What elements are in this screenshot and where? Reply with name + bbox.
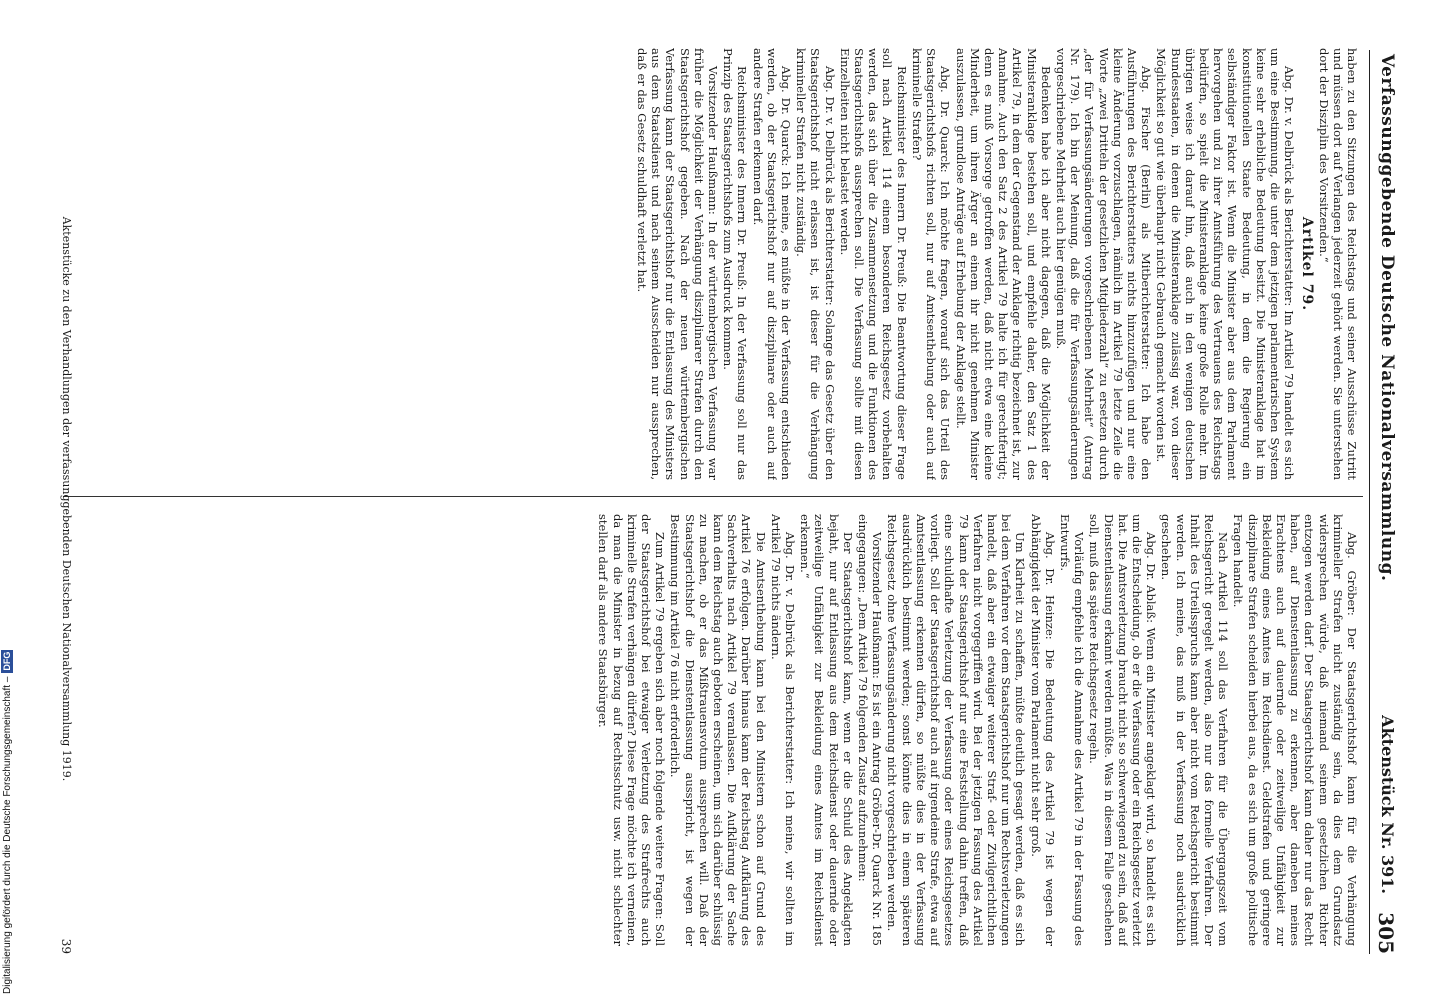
page-number: 305 [1374,912,1398,954]
paragraph: Bedenken habe ich aber nicht dagegen, daß die Möglichkeit der Ministeranklage bestehen soll, und empfehle daher, den Satz 1 des Artikel 79, in dem der Gegenstand der Anklage richtig bezeichnet ist, zur Annahme. Auch den Satz 2 des Artikel 79 halte ich für gerechtfertigt; denn es muß Vorsorge getroffen werden, daß nicht etwa eine kleine Minderheit, um ihren Ärger an einem ihr nicht genehmen Minister auszulassen, grundlose Anträge auf Erhebung der Anklage stellt. [953,48,1053,480]
paragraph: Abg. Dr. Ablaß: Wenn ein Minister angeklagt wird, so handelt es sich um die Entscheidung, ob er die Verfassung oder ein Reichsgesetz verletzt hat. Die Amtsverletzung braucht nicht so schwerwiegend zu sein, daß auf Dienstentlassung erkannt werden müßte. Was in diesem Falle geschehen soll, muß das spätere Reichsgesetz regeln. [1087,514,1159,946]
credit-text: Digitalisierung gefördert durch die Deutsche Forschungsgemeinschaft – [2,676,13,994]
page-footer [51,44,73,954]
page-viewport [44,44,1399,954]
page-header [1359,44,1399,954]
paragraph: Reichsminister des Innern Dr. Preuß: Die Beantwortung dieser Frage soll nach Artikel 114 einem besonderen Reichsgesetz vorbehalten werden, das sich über die Zusammensetzung und die Funktionen des Staatsgerichtshofs aussprechen soll. Die Verfassung sollte mit diesen Einzelheiten nicht belastet werden. [837,48,909,480]
running-title: Verfassunggebende Deutsche Nationalversammlung. [1377,54,1397,582]
paragraph: Reichsminister des Innern Dr. Preuß: In der Verfassung soll nur das Prinzip des Staatsgerichtshofs zum Ausdruck kommen. [721,48,750,480]
dfg-logo: DFG [2,651,12,671]
paragraph: Zum Artikel 79 ergeben sich aber noch folgende weitere Fragen: Soll der Staatsgerichtshof bei etwaiger Verletzung des Strafrechts auch kriminelle Strafen verhängen dürfen? Diese Frage möchte ich verneinen, da man die Minister in bezug auf Rechtsschutz usw. nicht schlechter stellen darf als andere Staatsbürger. [596,514,668,946]
article-heading: Artikel 79. [1299,216,1316,312]
paragraph: Abg. Dr. Quarck: Ich meine, es müßte in der Verfassung entschieden werden, ob der Staatsgerichtshof nur auf disziplinare oder auch auf andere Strafen erkennen darf. [750,48,794,480]
paragraph: haben zu den Sitzungen des Reichstags und seiner Ausschüsse Zutritt und müssen dort auf Verlangen jederzeit gehört werden. Sie unterstehen dort der Disziplin des Vorsitzenden.“ [1316,48,1359,480]
header-rule [1369,50,1370,954]
paragraph: Nach Artikel 114 soll das Verfahren für die Übergangszeit vom Reichsgericht geregelt werden, also nur das formelle Verfahren. Der Inhalt des Urteilsspruchs kann aber nicht vom Reichsgericht bestimmt werden. Ich meine, das muß in der Verfassung noch ausdrücklich geschehen. [1159,514,1231,946]
paragraph: Abg. Dr. Heinze: Die Bedeutung des Artikel 79 ist wegen der Abhängigkeit der Minister vom Parlament nicht sehr groß. [1028,514,1057,946]
paragraph: Vorläufig empfehle ich die Annahme des Artikel 79 in der Fassung des Entwurfs. [1057,514,1087,946]
footer-page-number: 39 [59,938,73,954]
paragraph: Um Klarheit zu schaffen, müßte deutlich gesagt werden, daß es sich bei dem Verfahren vor dem Staatsgerichtshof nur um Rechtsverletzungen handelt, daß aber ein etwaiger weiterer Straf- oder Zivilgerichtlichen Verfahren nicht vorgegriffen wird. Bei der jetzigen Fassung des Artikel 79 kann der Staatsgerichtshof nur eine Feststellung dahin treffen, daß eine schuldhafte Verletzung der Verfassung oder eines Reichsgesetzes vorliegt. Soll der Staatsgerichtshof auch auf irgendeine Strafe, etwa auf Amtsentlassung erkennen dürfen, so müßte dies in der Verfassung ausdrücklich bestimmt werden; sonst könnte dies in einem späteren Reichsgesetz ohne Verfassungsänderung nicht vorgeschrieben werden. [885,514,1028,946]
document-number: Aktenstück Nr. 391. [1378,715,1397,894]
paragraph: Abg. Dr. v. Delbrück als Berichterstatter: Ich meine, wir sollten im Artikel 79 nichts ändern. [768,514,798,946]
paragraph: Vorsitzender Haußmann: Es ist ein Antrag Gröber-Dr. Quarck Nr. 185 eingegangen: „Dem Artikel 79 folgenden Zusatz aufzunehmen: [856,514,885,946]
document-page [44,44,1399,954]
footer-text: Aktenstücke zu den Verhandlungen der verfassunggebenden Deutschen Nationalversammlung 1919. [60,216,73,782]
paragraph: Abg. Fischer (Berlin) als Mitberichterstatter: Ich habe den Ausführungen des Berichterstatters nichts hinzuzufügen und nur eine kleine Änderung vorzuschlagen, nämlich im Artikel 79 letzte Zeile die Worte „zwei Dritteln der gesetzlichen Mitgliederzahl“ zu ersetzen durch „der für Verfassungsänderungen vorgeschriebenen Mehrheit“ (Antrag Nr. 179). Ich bin der Meinung, daß die für Verfassungsänderungen vorgeschriebene Mehrheit auch hier genügen muß. [1053,48,1154,480]
paragraph: Abg. Dr. v. Delbrück als Berichterstatter: Im Artikel 79 handelt es sich um eine Bestimmung, die unter dem jetzigen parlamentarischen System keine sehr erhebliche Bedeutung besitzt. Die Ministeranklage hat im konstitutionellen Staate Bedeutung, in dem die Regierung ein selbständiger Faktor ist. Wenn die Minister aber aus dem Parlament hervorgehen und zu ihrer Amtsführung des Vertrauens des Reichstags bedürfen, so spielt die Ministeranklage keine große Rolle mehr. Im übrigen weise ich darauf hin, daß auch in den wenigen deutschen Bundesstaaten, in denen die Ministeranklage zulässig war, von dieser Möglichkeit so gut wie überhaupt nicht Gebrauch gemacht worden ist. [1154,48,1297,480]
sidebar [0,0,14,1000]
column-divider [63,496,1363,497]
paragraph: Der Staatsgerichtshof kann, wenn er die Schuld des Angeklagten bejaht, nur auf Entlassung aus dem Reichsdienst oder dauernde oder zeitweilige Unfähigkeit zur Bekleidung eines Amtes im Reichsdienst erkennen.“ [798,514,855,946]
paragraph: Vorsitzender Haußmann: In der württembergischen Verfassung war früher die Möglichkeit der Verhängung disziplinarer Strafen durch den Staatsgerichtshof gegeben. Nach der neuen württembergischen Verfassung kann der Staatsgerichtshof nur die Entlassung des Ministers aus dem Staatsdienst und nach seinem Ausscheiden nur aussprechen, daß er das Gesetz schuldhaft verletzt hat. [635,48,721,480]
paragraph: Abg. Dr. Quarck: Ich möchte fragen, worauf sich das Urteil des Staatsgerichtshofs richten soll, nur auf Amtsenthebung oder auch auf kriminelle Strafen? [909,48,953,480]
right-column [74,514,1359,946]
digitization-credit [1,4,13,994]
paragraph: Abg. Gröber: Der Staatsgerichtshof kann für die Verhängung krimineller Strafen nicht zuständig sein, da dies dem Grundsatz widersprechen würde, daß niemand seinem gesetzlichen Richter entzogen werden darf. Der Staatsgerichtshof kann daher nur das Recht haben, auf Dienstentlassung zu erkennen, aber daneben meines Erachtens auch auf dauernde oder zeitweilige Unfähigkeit zur Bekleidung eines Amtes im Reichsdienst. Geldstrafen und geringere disziplinare Strafen scheiden hierbei aus, da es sich um große politische Fragen handelt. [1231,514,1359,946]
left-column [74,48,1359,480]
paragraph: Die Amtsenthebung kann bei den Ministern schon auf Grund des Artikel 76 erfolgen. Darüber hinaus kann der Reichstag Aufklärung des Sachverhalts nach Artikel 79 veranlassen. Die Aufklärung der Sache kann dem Reichstag auch geboten erscheinen, um sich darüber schlüssig zu machen, ob er das Mißtrauensvotum aussprechen will. Daß der Staatsgerichtshof die Dienstentlassung ausspricht, ist wegen der Bestimmung im Artikel 76 nicht erforderlich. [668,514,768,946]
paragraph: Abg. Dr. v. Delbrück als Berichterstatter: Solange das Gesetz über den Staatsgerichtshof nicht erlassen ist, ist dieser für die Verhängung krimineller Strafen nicht zuständig. [794,48,837,480]
